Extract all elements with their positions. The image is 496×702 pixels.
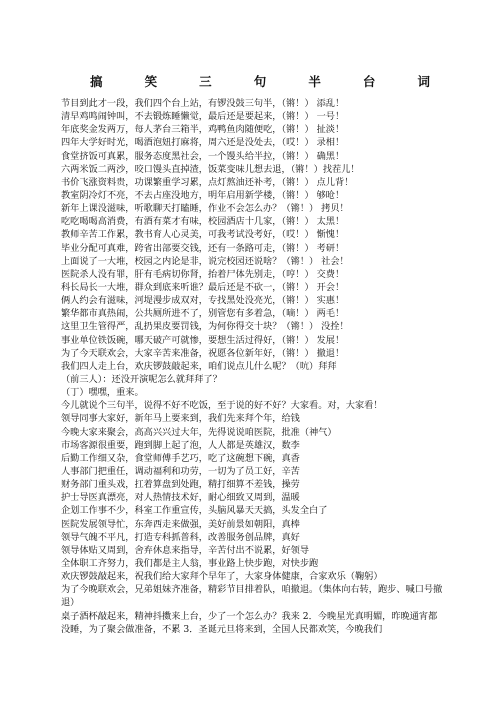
text-line: 我们四人走上台，欢庆锣鼓敲起来，咱们说点儿什么呢？（吭）拜拜 [61, 360, 337, 372]
text-line: 今晚大家来聚会，高高兴兴过大年，先得说说咱医院，批准（神气） [61, 426, 337, 438]
text-line: 吃吃喝喝高消费，有酒有菜才有味，校园酒店十几家，（锵！） 太黑！ [61, 216, 345, 228]
text-line: 医院杀人没有罪，肝有毛病切你肾，抬着尸体先别走，（哼！） 交费！ [61, 268, 345, 280]
title-char: 词 [417, 74, 430, 89]
text-line: 人事部门把重任，调动福利和功劳，一切为了员工好，辛苦 [61, 465, 300, 477]
text-line: 清早鸡鸣闹钟叫，不去锻炼睡懒觉，最后还是要起来，（锵！） 一号！ [61, 111, 345, 123]
text-line: 为了今天联欢会，大家辛苦来准备，祝愿各位新年好，（锵！） 撤退！ [61, 347, 345, 359]
text-line: 桌子酒杯敲起来，精神抖擞来上台，少了一个怎么办？我来 2．今晚星光真明媚，昨晚通宵都没睡，为了聚会做准备，不累 3．圣诞元旦将来到，全国人民都欢笑，今晚我们 [61, 610, 438, 635]
page-title [90, 72, 430, 90]
text-line: 欢庆锣鼓敲起来，祝我们给大家拜个早年了，大家身体健康，合家欢乐（鞠躬） [61, 571, 383, 583]
text-line: 今儿就说个三句半，说得不好不吃饭，至于说的好不好？大家看。对，大家看！ [61, 400, 383, 412]
text-line: 全体职工齐努力，我们都是主人翁，事业路上快步跑，对快步跑 [61, 557, 319, 569]
text-line: 节目到此才一段，我们四个台上站，有锣没鼓三句半，（锵！） 添乱！ [61, 98, 345, 109]
text-line: 六两米饭二两沙，咬口馒头直掉渣，饭菜变味儿想去退，（锵！）找茬儿！ [61, 163, 360, 175]
title-char: 笑 [144, 74, 158, 89]
text-line: 四年大学好时光，喝酒泡妞打麻将，周六还是没处去，（哎！） 录相！ [61, 137, 345, 149]
text-line: 为了今晚联欢会，兄弟姐妹齐准备，精彩节目排着队，咱撤退。（集体向右转，跑步、喊口号撤退） [61, 584, 443, 609]
text-line: （前三人）：还没开演呢怎么就拜拜了？ [61, 373, 222, 385]
text-line: 年底奖金发两万，每人茅台三箱半，鸡鸭鱼肉随便吃，（锵！） 扯淡！ [61, 124, 345, 136]
text-line: 护士导医真漂亮，对人热情技术好，耐心细致又周到，温暖 [61, 492, 300, 504]
text-line: 企划工作事不少，科室工作重宣传，头脑风暴天天搞，头发全白了 [61, 505, 328, 517]
text-line: 这里卫生管得严，乱扔果皮要罚钱，为何你得交十块？（锵！） 没拴！ [61, 321, 349, 333]
title-char: 台 [362, 74, 376, 89]
title-char: 搞 [90, 74, 103, 89]
text-line: 新年上课没滋味，听歌聊天打瞌睡，作业不会怎么办？（锵！） 拷贝！ [61, 203, 349, 215]
text-line: 市场客源很重要，跑到脚上起了泡，人人都是英雄汉，数李 [61, 439, 300, 451]
text-line: 财务部门重头戏，扛着算盘到处跑，精打细算不差钱，操劳 [61, 479, 300, 491]
title-char: 句 [253, 74, 267, 89]
text-line: 上面说了一大堆，校园之内论是非，说完校园还说啥？（锵！） 社会！ [61, 255, 349, 267]
document-body [61, 97, 443, 636]
text-line: 毕业分配可真难，跨省出部要交钱，还有一条路可走，（锵！） 考研！ [61, 242, 345, 254]
text-line: 领导气魄不平凡，打造专科抓普科，改善服务创品牌，真好 [61, 531, 300, 543]
text-line: 教室阴冷灯不亮，不去占座没地方，明年启用新学楼，（锵！） 够呛！ [61, 189, 345, 201]
title-char: 三 [199, 74, 212, 89]
title-char: 半 [308, 74, 321, 89]
text-line: （丁）嘿嘿，重来。 [61, 387, 144, 399]
text-line: 科长局长一大堆，群众到底来听谁？最后还是不砍一，（锵！） 开会！ [61, 281, 345, 293]
text-line: 领导体贴又周到，舍弃休息来指导，辛苦付出不说累，好领导 [61, 544, 310, 556]
text-line: 教师辛苦工作累，教书育人心灵美，可我考试没考好，（哎！） 惭愧！ [61, 229, 345, 241]
text-line: 书价飞涨资料贵，功课繁重学习累，点灯熬油还补考，（锵！） 点儿背！ [61, 176, 354, 188]
text-line: 后勤工作细又杂，食堂师傅手艺巧，吃了这碗想下碗，真香 [61, 452, 300, 464]
text-line: 俩人约会有滋味，河堤漫步成双对，专找黑处没亮光，（锵！） 实惠！ [61, 295, 345, 307]
text-line: 事业单位铁饭碗，哪天破产可就惨，要想生活过得好，（锵！） 发展！ [61, 334, 345, 346]
text-line: 医院发展领导忙，东奔西走来做强，美好前景如朝阳，真棒 [61, 518, 300, 530]
text-line: 食堂挤饭可真累，服务态度黑社会，一个馒头给半拉，（锵！） 确黑！ [61, 150, 345, 162]
text-line: 繁华都市真热闹，公共厕所进不了，别管您有多着急，（嘀！） 两毛！ [61, 308, 345, 320]
text-line: 领导同事大家好，新年马上要来到，我们先来拜个年，给钱 [61, 413, 300, 425]
